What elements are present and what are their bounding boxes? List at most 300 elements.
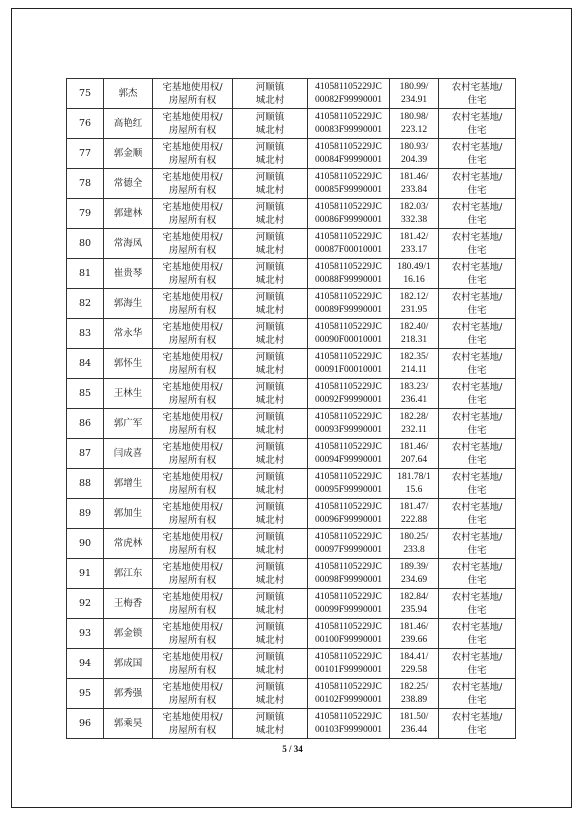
location-text: 城北村	[255, 634, 285, 646]
location-text: 城北村	[255, 274, 285, 286]
location-text: 城北村	[255, 154, 285, 166]
unit-code-text: 00103F99990001	[314, 724, 383, 735]
right-type-text: 房屋所有权	[168, 514, 217, 526]
land-use-cell	[439, 319, 516, 349]
land-use-text: 住宅	[467, 244, 487, 256]
location-cell	[233, 649, 308, 679]
owner-name-text: 郭乘昊	[113, 718, 143, 729]
unit-code-text: 410581105229JC	[315, 261, 382, 272]
row-number-cell	[67, 229, 104, 259]
location-cell	[233, 439, 308, 469]
area-cell	[390, 79, 439, 109]
land-use-text: 农村宅基地/	[451, 291, 503, 303]
table-row	[67, 259, 516, 289]
land-use-cell	[439, 379, 516, 409]
land-use-cell	[439, 649, 516, 679]
location-text: 河顺镇	[255, 261, 285, 273]
area-text: 233.8	[403, 544, 425, 555]
right-type-text: 房屋所有权	[168, 214, 217, 226]
unit-code-cell	[308, 379, 390, 409]
location-text: 河顺镇	[255, 411, 285, 423]
land-use-text: 住宅	[467, 124, 487, 136]
row-number-cell	[67, 139, 104, 169]
right-type-text: 宅基地使用权/	[162, 111, 223, 123]
area-cell	[390, 259, 439, 289]
area-text: 181.78/1	[397, 471, 431, 482]
table-row	[67, 379, 516, 409]
right-type-text: 房屋所有权	[168, 454, 217, 466]
right-type-text: 房屋所有权	[168, 424, 217, 436]
right-type-text: 宅基地使用权/	[162, 291, 223, 303]
row-number-text: 94	[78, 658, 92, 669]
row-number-text: 90	[78, 538, 92, 549]
unit-code-text: 00083F99990001	[314, 124, 383, 135]
table-row	[67, 589, 516, 619]
area-cell	[390, 349, 439, 379]
row-number-text: 78	[78, 178, 92, 189]
right-type-text: 房屋所有权	[168, 544, 217, 556]
area-text: 180.99/	[399, 81, 429, 92]
area-text: 222.88	[400, 514, 428, 525]
land-use-cell	[439, 349, 516, 379]
unit-code-text: 00090F00010001	[314, 334, 383, 345]
owner-name-text: 崔贵琴	[113, 268, 143, 279]
table-row	[67, 139, 516, 169]
table-row	[67, 709, 516, 739]
area-text: 182.84/	[399, 591, 429, 602]
area-text: 15.6	[405, 484, 423, 495]
unit-code-cell	[308, 409, 390, 439]
owner-name-text: 郭秀强	[113, 688, 143, 699]
owner-name-cell	[104, 349, 153, 379]
location-text: 河顺镇	[255, 651, 285, 663]
owner-name-cell	[104, 199, 153, 229]
land-use-text: 住宅	[467, 154, 487, 166]
row-number-text: 89	[78, 508, 92, 519]
right-type-text: 房屋所有权	[168, 724, 217, 736]
location-text: 城北村	[255, 94, 285, 106]
land-use-cell	[439, 469, 516, 499]
owner-name-cell	[104, 169, 153, 199]
right-type-text: 宅基地使用权/	[162, 171, 223, 183]
row-number-text: 96	[78, 718, 92, 729]
right-type-text: 房屋所有权	[168, 274, 217, 286]
unit-code-text: 410581105229JC	[315, 441, 382, 452]
owner-name-cell	[104, 679, 153, 709]
area-text: 184.41/	[399, 651, 429, 662]
land-use-cell	[439, 559, 516, 589]
area-cell	[390, 649, 439, 679]
unit-code-text: 410581105229JC	[315, 321, 382, 332]
right-type-cell	[153, 649, 233, 679]
right-type-cell	[153, 589, 233, 619]
row-number-text: 84	[78, 358, 92, 369]
land-use-text: 住宅	[467, 214, 487, 226]
row-number-text: 85	[78, 388, 92, 399]
right-type-cell	[153, 709, 233, 739]
owner-name-cell	[104, 379, 153, 409]
table-row	[67, 559, 516, 589]
row-number-cell	[67, 529, 104, 559]
owner-name-cell	[104, 229, 153, 259]
area-cell	[390, 439, 439, 469]
area-text: 235.94	[400, 604, 428, 615]
land-use-cell	[439, 439, 516, 469]
right-type-cell	[153, 229, 233, 259]
area-text: 181.46/	[399, 441, 429, 452]
right-type-cell	[153, 169, 233, 199]
unit-code-text: 410581105229JC	[315, 351, 382, 362]
right-type-text: 房屋所有权	[168, 154, 217, 166]
area-text: 232.11	[401, 424, 427, 435]
unit-code-cell	[308, 349, 390, 379]
right-type-text: 宅基地使用权/	[162, 321, 223, 333]
location-text: 城北村	[255, 304, 285, 316]
right-type-text: 宅基地使用权/	[162, 381, 223, 393]
area-cell	[390, 199, 439, 229]
location-text: 河顺镇	[255, 291, 285, 303]
location-cell	[233, 109, 308, 139]
unit-code-text: 00082F99990001	[314, 94, 383, 105]
row-number-cell	[67, 379, 104, 409]
land-use-text: 农村宅基地/	[451, 681, 503, 693]
land-use-text: 住宅	[467, 484, 487, 496]
right-type-cell	[153, 109, 233, 139]
owner-name-text: 郭加生	[113, 508, 143, 519]
unit-code-text: 00096F99990001	[314, 514, 383, 525]
land-use-text: 住宅	[467, 304, 487, 316]
unit-code-text: 410581105229JC	[315, 471, 382, 482]
land-use-text: 农村宅基地/	[451, 651, 503, 663]
right-type-cell	[153, 679, 233, 709]
owner-name-text: 郭海生	[113, 298, 143, 309]
unit-code-text: 410581105229JC	[315, 561, 382, 572]
right-type-text: 房屋所有权	[168, 484, 217, 496]
land-use-text: 农村宅基地/	[451, 231, 503, 243]
row-number-text: 80	[78, 238, 92, 249]
location-cell	[233, 199, 308, 229]
land-use-cell	[439, 589, 516, 619]
owner-name-cell	[104, 79, 153, 109]
land-use-text: 住宅	[467, 454, 487, 466]
right-type-text: 房屋所有权	[168, 304, 217, 316]
unit-code-text: 00095F99990001	[314, 484, 383, 495]
right-type-cell	[153, 289, 233, 319]
table-row	[67, 289, 516, 319]
area-text: 181.47/	[399, 501, 429, 512]
land-use-text: 住宅	[467, 424, 487, 436]
location-text: 河顺镇	[255, 471, 285, 483]
location-text: 河顺镇	[255, 681, 285, 693]
land-use-text: 农村宅基地/	[451, 711, 503, 723]
right-type-text: 房屋所有权	[168, 94, 217, 106]
location-text: 河顺镇	[255, 141, 285, 153]
table-row	[67, 199, 516, 229]
row-number-text: 79	[78, 208, 92, 219]
row-number-text: 77	[78, 148, 92, 159]
row-number-cell	[67, 289, 104, 319]
land-use-text: 住宅	[467, 574, 487, 586]
owner-name-cell	[104, 289, 153, 319]
right-type-cell	[153, 559, 233, 589]
table-row	[67, 469, 516, 499]
land-use-cell	[439, 529, 516, 559]
land-use-text: 农村宅基地/	[451, 351, 503, 363]
row-number-cell	[67, 709, 104, 739]
land-use-text: 农村宅基地/	[451, 621, 503, 633]
unit-code-text: 410581105229JC	[315, 531, 382, 542]
right-type-text: 宅基地使用权/	[162, 561, 223, 573]
row-number-text: 83	[78, 328, 92, 339]
unit-code-cell	[308, 259, 390, 289]
location-cell	[233, 679, 308, 709]
right-type-text: 房屋所有权	[168, 604, 217, 616]
right-type-text: 宅基地使用权/	[162, 81, 223, 93]
owner-name-text: 常德全	[113, 178, 143, 189]
land-use-text: 农村宅基地/	[451, 471, 503, 483]
owner-name-cell	[104, 259, 153, 289]
location-text: 城北村	[255, 514, 285, 526]
land-use-text: 农村宅基地/	[451, 141, 503, 153]
area-text: 239.66	[400, 634, 428, 645]
land-use-cell	[439, 109, 516, 139]
row-number-text: 92	[78, 598, 92, 609]
unit-code-text: 00088F99990001	[314, 274, 383, 285]
area-text: 180.25/	[399, 531, 429, 542]
unit-code-cell	[308, 649, 390, 679]
right-type-text: 宅基地使用权/	[162, 531, 223, 543]
area-text: 229.58	[400, 664, 428, 675]
location-text: 城北村	[255, 244, 285, 256]
area-text: 182.03/	[399, 201, 429, 212]
land-use-text: 农村宅基地/	[451, 81, 503, 93]
unit-code-text: 410581105229JC	[315, 501, 382, 512]
unit-code-text: 410581105229JC	[315, 111, 382, 122]
unit-code-cell	[308, 79, 390, 109]
row-number-text: 81	[78, 268, 92, 279]
unit-code-cell	[308, 499, 390, 529]
owner-name-text: 郭江东	[113, 568, 143, 579]
location-text: 城北村	[255, 394, 285, 406]
area-text: 233.17	[400, 244, 428, 255]
unit-code-text: 410581105229JC	[315, 231, 382, 242]
unit-code-text: 410581105229JC	[315, 681, 382, 692]
table-row	[67, 409, 516, 439]
location-text: 城北村	[255, 604, 285, 616]
owner-name-text: 郭成国	[113, 658, 143, 669]
area-text: 181.50/	[399, 711, 429, 722]
area-cell	[390, 139, 439, 169]
location-text: 河顺镇	[255, 621, 285, 633]
location-cell	[233, 409, 308, 439]
owner-name-text: 王梅香	[113, 598, 143, 609]
unit-code-text: 410581105229JC	[315, 591, 382, 602]
location-text: 河顺镇	[255, 231, 285, 243]
location-cell	[233, 79, 308, 109]
unit-code-cell	[308, 199, 390, 229]
location-cell	[233, 139, 308, 169]
location-cell	[233, 559, 308, 589]
right-type-text: 宅基地使用权/	[162, 141, 223, 153]
table-row	[67, 529, 516, 559]
location-cell	[233, 169, 308, 199]
row-number-cell	[67, 679, 104, 709]
table-row	[67, 229, 516, 259]
area-text: 234.69	[400, 574, 428, 585]
land-use-text: 农村宅基地/	[451, 321, 503, 333]
land-use-text: 住宅	[467, 634, 487, 646]
owner-name-cell	[104, 649, 153, 679]
area-text: 238.89	[400, 694, 428, 705]
location-text: 城北村	[255, 424, 285, 436]
land-use-cell	[439, 409, 516, 439]
owner-name-cell	[104, 709, 153, 739]
area-cell	[390, 289, 439, 319]
land-use-text: 住宅	[467, 604, 487, 616]
table-row	[67, 499, 516, 529]
owner-name-text: 常海凤	[113, 238, 143, 249]
records-table	[66, 78, 516, 739]
row-number-text: 87	[78, 448, 92, 459]
row-number-cell	[67, 169, 104, 199]
table-row	[67, 619, 516, 649]
location-text: 河顺镇	[255, 441, 285, 453]
row-number-cell	[67, 259, 104, 289]
land-use-text: 住宅	[467, 694, 487, 706]
right-type-text: 房屋所有权	[168, 574, 217, 586]
row-number-cell	[67, 559, 104, 589]
right-type-cell	[153, 469, 233, 499]
area-text: 207.64	[400, 454, 428, 465]
row-number-cell	[67, 469, 104, 499]
area-cell	[390, 499, 439, 529]
unit-code-text: 00089F99990001	[314, 304, 383, 315]
area-text: 231.95	[400, 304, 428, 315]
right-type-cell	[153, 319, 233, 349]
location-text: 城北村	[255, 484, 285, 496]
area-text: 223.12	[400, 124, 428, 135]
owner-name-cell	[104, 559, 153, 589]
row-number-cell	[67, 439, 104, 469]
row-number-text: 88	[78, 478, 92, 489]
unit-code-text: 410581105229JC	[315, 651, 382, 662]
area-cell	[390, 229, 439, 259]
land-use-cell	[439, 619, 516, 649]
unit-code-text: 410581105229JC	[315, 411, 382, 422]
right-type-text: 房屋所有权	[168, 184, 217, 196]
right-type-text: 宅基地使用权/	[162, 201, 223, 213]
right-type-text: 房屋所有权	[168, 634, 217, 646]
land-use-text: 农村宅基地/	[451, 501, 503, 513]
area-text: 181.46/	[399, 621, 429, 632]
location-text: 城北村	[255, 454, 285, 466]
location-cell	[233, 289, 308, 319]
area-text: 182.35/	[399, 351, 429, 362]
area-cell	[390, 109, 439, 139]
unit-code-text: 410581105229JC	[315, 81, 382, 92]
land-use-cell	[439, 229, 516, 259]
unit-code-cell	[308, 589, 390, 619]
area-text: 181.46/	[399, 171, 429, 182]
unit-code-cell	[308, 529, 390, 559]
right-type-text: 宅基地使用权/	[162, 231, 223, 243]
table-row	[67, 349, 516, 379]
row-number-cell	[67, 499, 104, 529]
land-use-text: 住宅	[467, 184, 487, 196]
table-row	[67, 439, 516, 469]
land-use-text: 农村宅基地/	[451, 381, 503, 393]
location-text: 河顺镇	[255, 381, 285, 393]
right-type-text: 宅基地使用权/	[162, 501, 223, 513]
right-type-text: 房屋所有权	[168, 244, 217, 256]
area-cell	[390, 679, 439, 709]
area-text: 16.16	[403, 274, 425, 285]
area-text: 181.42/	[399, 231, 429, 242]
location-text: 河顺镇	[255, 81, 285, 93]
land-use-cell	[439, 499, 516, 529]
unit-code-text: 410581105229JC	[315, 381, 382, 392]
land-use-text: 住宅	[467, 544, 487, 556]
area-cell	[390, 169, 439, 199]
land-use-cell	[439, 169, 516, 199]
location-text: 城北村	[255, 184, 285, 196]
unit-code-text: 00085F99990001	[314, 184, 383, 195]
land-use-text: 住宅	[467, 364, 487, 376]
unit-code-text: 410581105229JC	[315, 621, 382, 632]
owner-name-text: 郭金锁	[113, 628, 143, 639]
location-text: 河顺镇	[255, 171, 285, 183]
location-cell	[233, 259, 308, 289]
owner-name-text: 常永华	[113, 328, 143, 339]
land-use-cell	[439, 79, 516, 109]
location-text: 城北村	[255, 574, 285, 586]
unit-code-text: 00093F99990001	[314, 424, 383, 435]
right-type-cell	[153, 529, 233, 559]
right-type-cell	[153, 439, 233, 469]
land-use-text: 住宅	[467, 94, 487, 106]
owner-name-text: 郭杰	[118, 88, 138, 99]
location-text: 城北村	[255, 664, 285, 676]
right-type-cell	[153, 199, 233, 229]
right-type-text: 宅基地使用权/	[162, 621, 223, 633]
land-use-text: 农村宅基地/	[451, 531, 503, 543]
unit-code-text: 410581105229JC	[315, 291, 382, 302]
right-type-text: 房屋所有权	[168, 334, 217, 346]
area-cell	[390, 379, 439, 409]
area-text: 180.98/	[399, 111, 429, 122]
table-row	[67, 679, 516, 709]
land-use-text: 农村宅基地/	[451, 171, 503, 183]
location-cell	[233, 379, 308, 409]
area-cell	[390, 589, 439, 619]
area-text: 234.91	[400, 94, 428, 105]
right-type-text: 宅基地使用权/	[162, 411, 223, 423]
location-cell	[233, 529, 308, 559]
area-text: 236.44	[400, 724, 428, 735]
row-number-text: 95	[78, 688, 92, 699]
right-type-text: 房屋所有权	[168, 394, 217, 406]
owner-name-text: 常虎林	[113, 538, 143, 549]
right-type-text: 房屋所有权	[168, 664, 217, 676]
right-type-text: 宅基地使用权/	[162, 651, 223, 663]
row-number-text: 91	[78, 568, 92, 579]
owner-name-cell	[104, 589, 153, 619]
location-cell	[233, 709, 308, 739]
right-type-cell	[153, 139, 233, 169]
page-number: 5 / 34	[282, 744, 303, 754]
row-number-text: 93	[78, 628, 92, 639]
location-text: 河顺镇	[255, 561, 285, 573]
